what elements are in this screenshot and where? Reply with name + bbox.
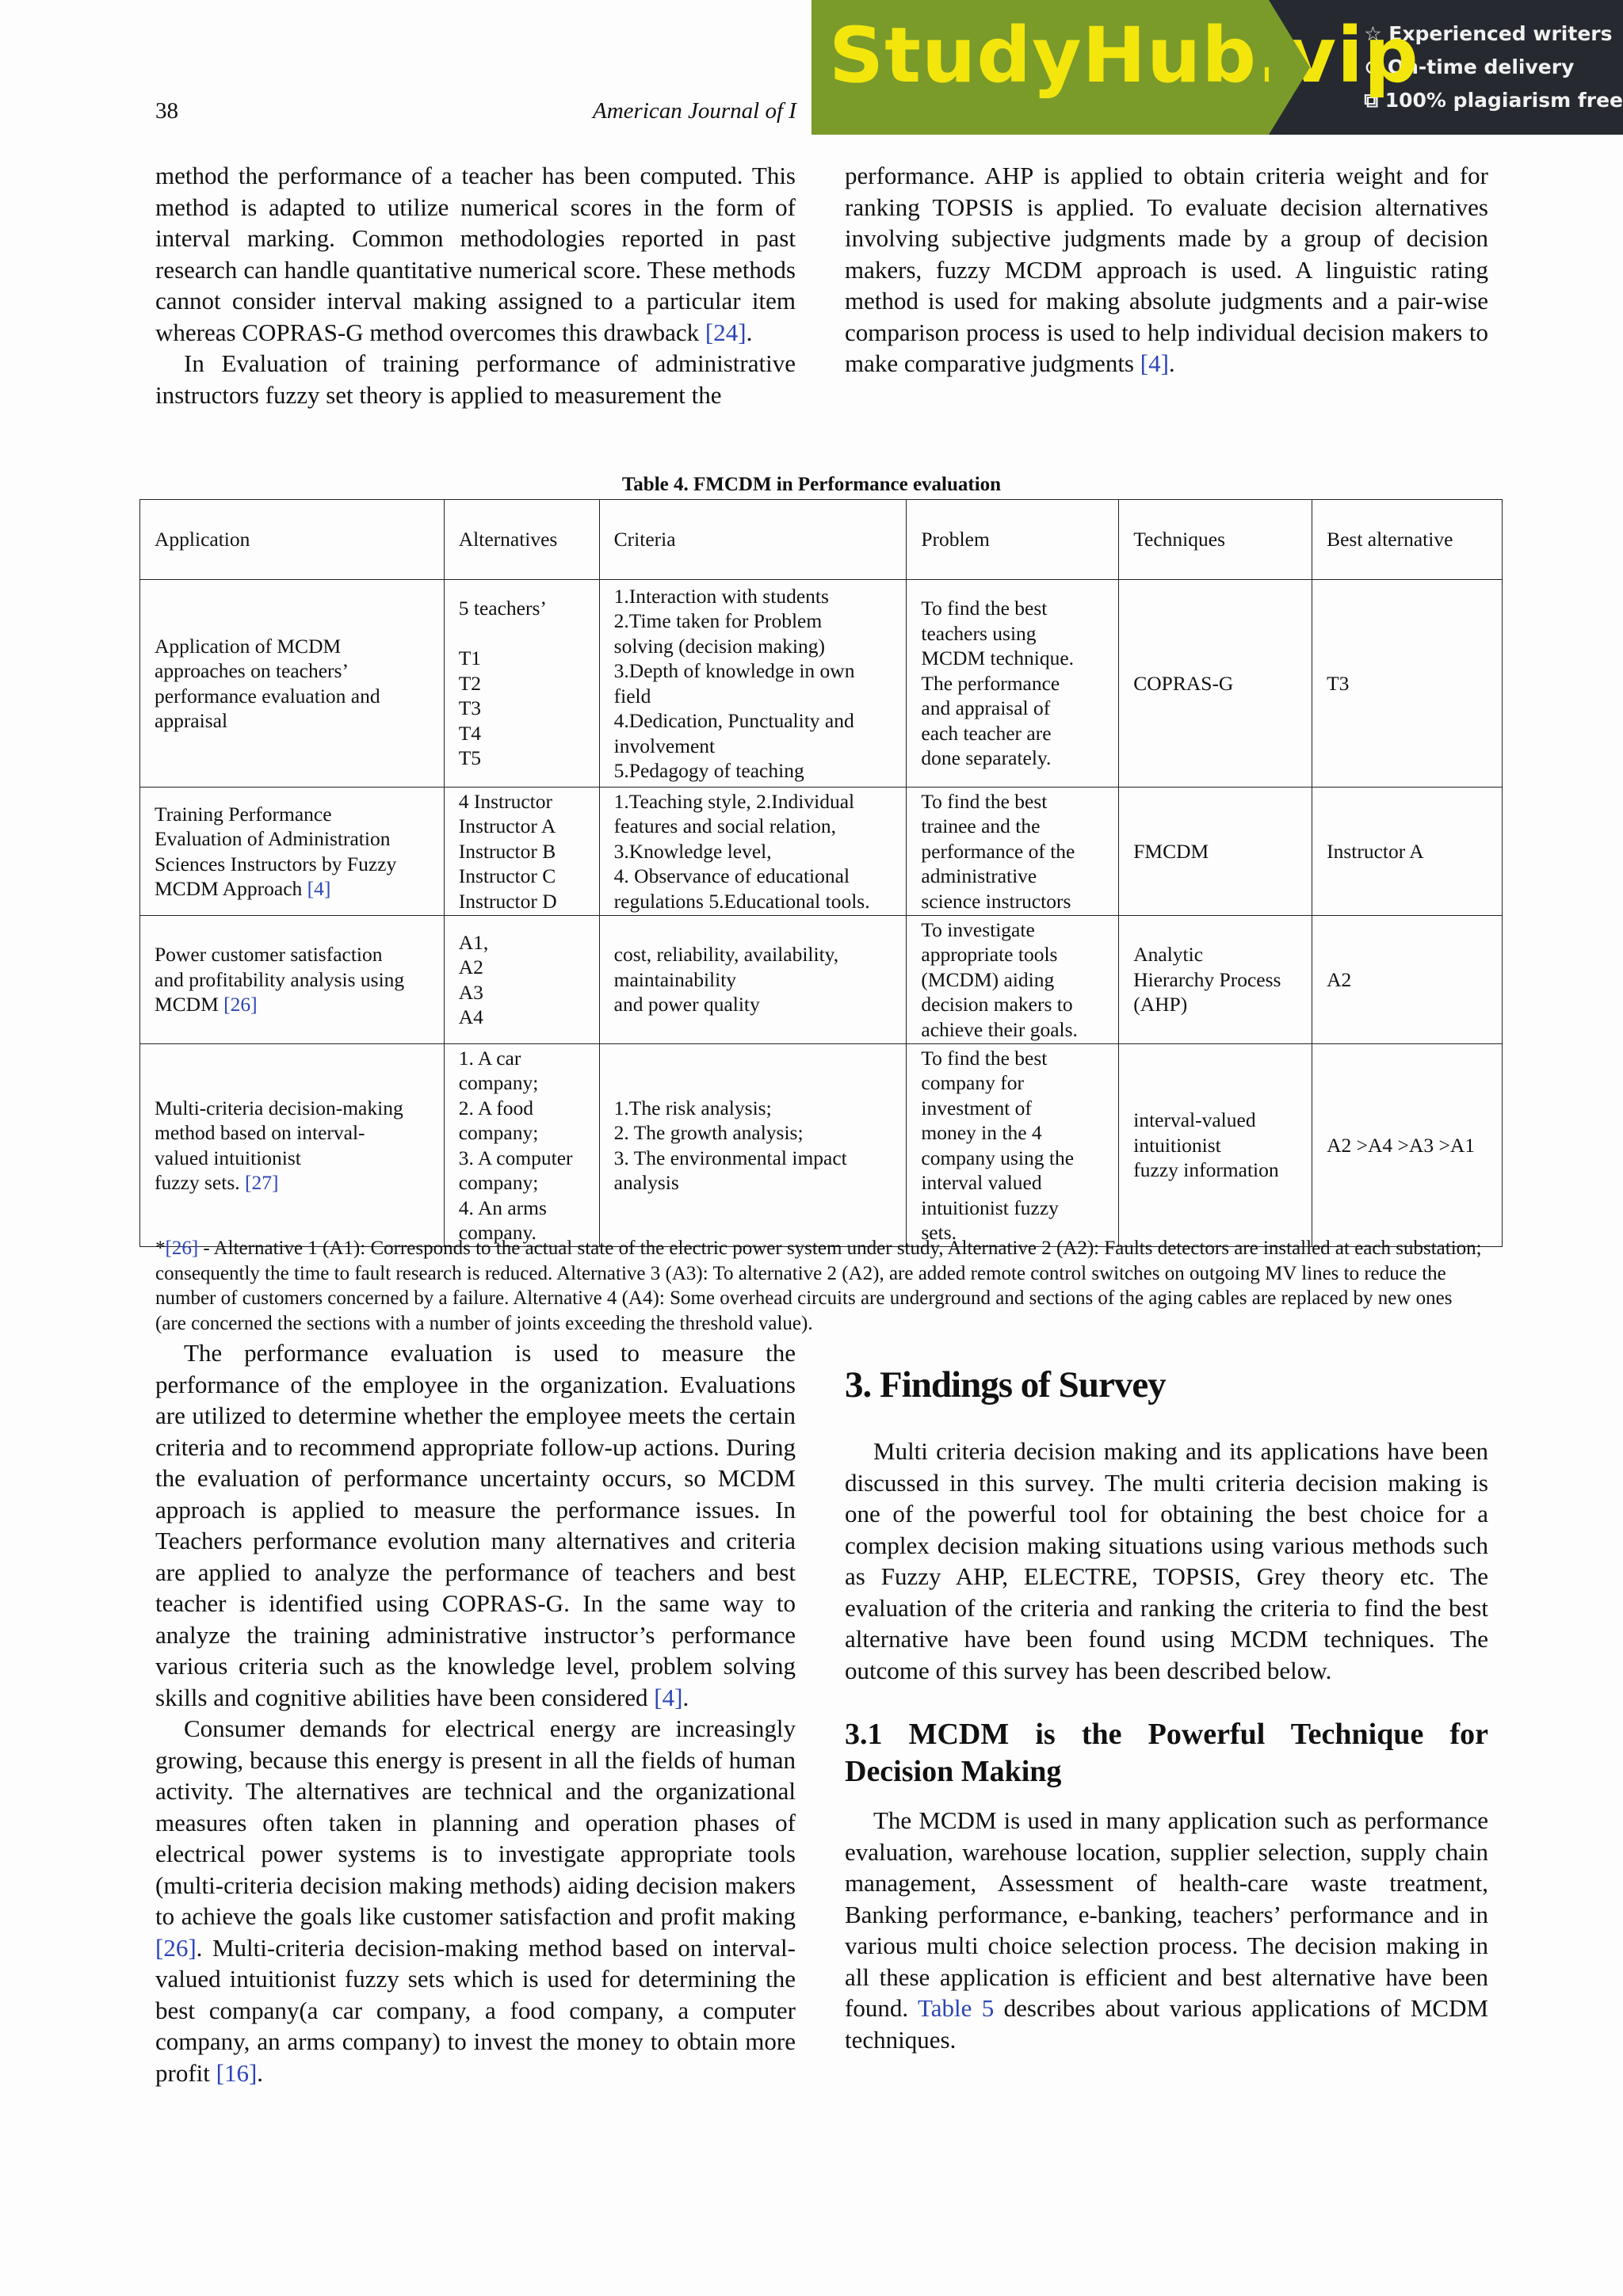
table-header-cell: Best alternative (1312, 500, 1503, 580)
table-link[interactable]: Table 5 (917, 1994, 995, 2023)
cell-line: done separately. (921, 746, 1052, 770)
cell-line: appraisal (155, 709, 228, 732)
cell-line: company using the (921, 1146, 1075, 1169)
table-header-cell: Techniques (1119, 500, 1312, 580)
cell-line: approaches on teachers’ (155, 659, 349, 682)
table-cell-techniques (1119, 580, 1312, 788)
cell-line: trainee and the (921, 814, 1041, 838)
citation-link[interactable]: [26] (165, 1238, 199, 1259)
cell-line: Application of MCDM (155, 634, 342, 658)
cell-line: analysis (613, 1171, 679, 1194)
top-right-column (845, 160, 1488, 379)
banner-feature-writers: ☆ Experienced writers (1364, 22, 1613, 45)
table-cell-alternatives (444, 916, 599, 1044)
table-cell-alternatives (444, 1044, 599, 1247)
cell-line: company; (458, 1071, 539, 1094)
table-cell-problem (907, 788, 1119, 916)
cell-line: features and social relation, (613, 814, 837, 838)
cell-line: The performance (921, 671, 1060, 695)
cell-line: T3 (458, 696, 482, 720)
paragraph: Consumer demands for electrical energy are increasingly growing, because this energy is present in all the fields of human activity. The alternatives are technical and the organizational measures often taken in planning and operation phases of electrical power systems is to investigate appropriate tools (multi-criteria decision making methods) aiding decision makers to achieve the goals like customer satisfaction and profit making [26]. Multi-criteria decision-making method based on interval-valued intuitionist fuzzy sets which is used for determining the best company(a car company, a food company, a computer company, an arms company) to invest the money to obtain more profit [16]. (155, 1714, 796, 2087)
table-body (140, 580, 1503, 1247)
cell-line: MCDM technique. (921, 646, 1075, 670)
cell-line: 1.The risk analysis; (613, 1096, 772, 1119)
table-footnote: *[26] - Alternative 1 (A1): Corresponds to the actual state of the electric power system under study, Alternative 2 (A2): Faults detectors are installed at each substation; consequently the time to fault research is reduced. Alternative 3 (A3): To alternative 2 (A2), are added remote control switches on outgoing MV lines to reduce the number of customers concerned by a failure. Alternative 4 (A4): Some overhead circuits are underground and sections of the aging cables are replaced by new ones (are concerned the sections with a number of joints exceeding the threshold value). (155, 1238, 1482, 1334)
journal-title: American Journal of I (593, 98, 796, 124)
cell-line: solving (decision making) (613, 634, 825, 658)
section-heading: 3. Findings of Survey (845, 1364, 1166, 1405)
cell-line: involvement (613, 734, 716, 757)
cell-line: 4 Instructor (458, 789, 552, 813)
cell-line: Power customer satisfaction (155, 943, 383, 967)
cell-line: 3. The environmental impact (613, 1146, 847, 1169)
banner-logo: StudyHub.vip (829, 11, 1419, 100)
table-cell-techniques (1119, 788, 1312, 916)
cell-line: COPRAS-G (1133, 671, 1234, 695)
table-cell-problem (907, 580, 1119, 788)
cell-line: method based on interval- (155, 1121, 365, 1144)
table-cell-best (1312, 788, 1503, 916)
cell-line: 1.Teaching style, 2.Individual (613, 789, 855, 813)
cell-line: 4.Dedication, Punctuality and (613, 709, 854, 732)
cell-line: T5 (458, 746, 482, 770)
cell-line: 3.Depth of knowledge in own (613, 659, 855, 682)
cell-line: To find the best (921, 789, 1048, 813)
citation-link[interactable]: [4] (307, 877, 331, 900)
cell-line: 4. Observance of educational (613, 864, 850, 888)
citation-link[interactable]: [4] (1140, 349, 1169, 377)
cell-line: Instructor A (1327, 839, 1424, 863)
cell-line: valued intuitionist (155, 1146, 301, 1169)
cell-line: 5.Pedagogy of teaching (613, 759, 804, 782)
citation-link[interactable]: [4] (654, 1683, 683, 1711)
table-header-cell: Alternatives (444, 500, 599, 580)
cell-line: investment of (921, 1096, 1032, 1119)
cell-line: 3.Knowledge level, (613, 839, 772, 863)
table-cell-application (140, 1044, 445, 1247)
table-cell-best (1312, 1044, 1503, 1247)
cell-line: appropriate tools (921, 943, 1058, 967)
cell-line: Hierarchy Process (1133, 967, 1281, 991)
cell-line: sets. (921, 1221, 957, 1244)
table-cell-criteria (599, 788, 907, 916)
cell-line: Training Performance (155, 802, 332, 826)
cell-line: and appraisal of (921, 696, 1051, 720)
cell-line: (MCDM) aiding (921, 967, 1055, 991)
banner-feature-plagiarism: ⧉ 100% plagiarism free (1364, 89, 1623, 112)
cell-line: T3 (1327, 671, 1350, 695)
paragraph: The MCDM is used in many application such as performance evaluation, warehouse location, supplier selection, supply chain management, Assessment of health-care waste treatment, Banking performance, e-banking, teachers’ performance and in various multi choice selection process. The decision making in all these application is efficient and best alternative have been found. Table 5 describes about various applications of MCDM techniques. (845, 1806, 1489, 2054)
subsection-heading: 3.1 MCDM is the Powerful Technique for Decision Making (845, 1718, 1488, 1789)
citation-link[interactable]: [27] (245, 1171, 279, 1194)
cell-line: interval-valued (1133, 1108, 1256, 1132)
cell-line: interval valued (921, 1171, 1042, 1194)
table-header-cell: Problem (907, 500, 1119, 580)
cell-line: company for (921, 1071, 1024, 1094)
cell-line: 1.Interaction with students (613, 584, 829, 608)
table-cell-techniques (1119, 916, 1312, 1044)
table-cell-criteria (599, 580, 907, 788)
cell-line: and profitability analysis using (155, 967, 405, 991)
cell-line: 2.Time taken for Problem (613, 609, 823, 632)
cell-line: maintainability (613, 967, 737, 991)
cell-line: MCDM Approach (155, 877, 303, 900)
cell-line: A4 (458, 1005, 483, 1028)
cell-line: performance evaluation and (155, 684, 380, 707)
cell-line: A3 (458, 980, 483, 1004)
table-header-cell: Application (140, 500, 445, 580)
table-row (140, 788, 1503, 916)
table-header-cell: Criteria (599, 500, 907, 580)
cell-line: 4. An arms (458, 1196, 547, 1219)
studyhub-banner[interactable] (812, 0, 1623, 135)
cell-line: teachers using (921, 621, 1037, 645)
cell-line: Instructor D (458, 889, 557, 913)
cell-line: A1, (458, 930, 489, 954)
cell-line: Analytic (1133, 943, 1204, 967)
cell-line: (AHP) (1133, 993, 1188, 1016)
table-header-row (140, 500, 1503, 580)
table-cell-criteria (599, 1044, 907, 1247)
cell-line: fuzzy sets. (155, 1171, 240, 1194)
cell-line: FMCDM (1133, 839, 1209, 863)
table-cell-techniques (1119, 1044, 1312, 1247)
cell-line: 2. The growth analysis; (613, 1121, 804, 1144)
table-cell-application (140, 788, 445, 916)
cell-line: each teacher are (921, 721, 1052, 745)
cell-line: 1. A car (458, 1046, 521, 1070)
top-left-column (155, 160, 796, 410)
table-row (140, 580, 1503, 788)
cell-line: 3. A computer (458, 1146, 573, 1169)
cell-line: decision makers to (921, 993, 1073, 1016)
cell-line: Sciences Instructors by Fuzzy (155, 852, 397, 875)
cell-line: To find the best (921, 597, 1048, 620)
cell-line: Instructor C (458, 864, 556, 888)
table-cell-application (140, 580, 445, 788)
cell-line: Instructor B (458, 839, 556, 863)
bottom-right-column (845, 1363, 1488, 2055)
table-cell-alternatives (444, 580, 599, 788)
cell-line: fuzzy information (1133, 1158, 1279, 1182)
cell-line: and power quality (613, 993, 760, 1016)
table-cell-problem (907, 1044, 1119, 1247)
paragraph: Multi criteria decision making and its applications have been discussed in this survey. The multi criteria decision making is one of the powerful tool for obtaining the best choice for a complex decision making situations using various methods such as Fuzzy AHP, ELECTRE, TOPSIS, Grey theory etc. The evaluation of the criteria and ranking the criteria to find the best alternative have been found using MCDM techniques. The outcome of this survey has been described below. (845, 1437, 1488, 1684)
cell-line: Instructor A (458, 814, 556, 838)
cell-line: regulations 5.Educational tools. (613, 889, 870, 913)
table-row (140, 1044, 1503, 1247)
cell-line: T4 (458, 721, 482, 745)
table-cell-criteria (599, 916, 907, 1044)
cell-line: A2 >A4 >A3 >A1 (1327, 1133, 1476, 1157)
banner-feature-delivery: ⊙ On-time delivery (1364, 55, 1575, 78)
table-row (140, 916, 1503, 1044)
paragraph: The performance evaluation is used to measure the performance of the employee in the organization. Evaluations are utilized to determine whether the employee meets the certain criteria and to recommend appropriate follow-up actions. During the evaluation of performance uncertainty occurs, so MCDM approach is applied to measure the performance issues. In Teachers performance evolution many alternatives and criteria are applied to analyze the performance of teachers and best teacher is identified using COPRAS-G. In the same way to analyze the training administrative instructor’s performance various criteria such as the knowledge level, problem solving skills and cognitive abilities have been considered [4]. (155, 1339, 796, 1711)
cell-line: company; (458, 1121, 539, 1144)
cell-line: cost, reliability, availability, (613, 943, 839, 967)
cell-line: administrative (921, 864, 1037, 888)
cell-line: T1 (458, 646, 482, 670)
page-number: 38 (155, 98, 178, 124)
bottom-left-column (155, 1337, 796, 2088)
table-cell-application (140, 916, 445, 1044)
paragraph: In Evaluation of training performance of administrative instructors fuzzy set theory is applied to measurement the (155, 349, 796, 409)
citation-link[interactable]: [16] (216, 2058, 258, 2087)
cell-line: 5 teachers’ (458, 597, 547, 620)
table-cell-best (1312, 580, 1503, 788)
table-caption: Table 4. FMCDM in Performance evaluation (621, 474, 1002, 495)
cell-line: field (613, 684, 651, 707)
cell-line: To investigate (921, 917, 1035, 941)
citation-link[interactable]: [26] (223, 993, 258, 1016)
paragraph: performance. AHP is applied to obtain criteria weight and for ranking TOPSIS is applied. To evaluate decision alternatives involving subjective judgments made by a group of decision makers, fuzzy MCDM approach is used. A linguistic rating method is used for making absolute judgments and a pair-wise comparison process is used to help individual decision makers to make comparative judgments [4]. (845, 162, 1488, 377)
cell-line: A2 (458, 955, 483, 978)
cell-line: science instructors (921, 889, 1071, 913)
table-cell-best (1312, 916, 1503, 1044)
cell-line: Evaluation of Administration (155, 827, 391, 850)
cell-line: 2. A food (458, 1096, 533, 1119)
citation-link[interactable]: [26] (155, 1933, 197, 1962)
cell-line: company. (458, 1221, 537, 1244)
paragraph: method the performance of a teacher has been computed. This method is adapted to utilize numerical scores in the form of interval marking. Common methodologies reported in past research can handle quantitative numerical score. These methods cannot consider interval making assigned to a particular item whereas COPRAS-G method overcomes this drawback [24]. (155, 162, 796, 346)
cell-line: T2 (458, 671, 482, 695)
cell-line: MCDM (155, 993, 219, 1016)
cell-line: performance of the (921, 839, 1075, 863)
citation-link[interactable]: [24] (705, 318, 747, 346)
cell-line: Multi-criteria decision-making (155, 1096, 403, 1119)
table-cell-problem (907, 916, 1119, 1044)
cell-line: intuitionist fuzzy (921, 1196, 1059, 1219)
table-4 (139, 499, 1503, 1247)
cell-line: intuitionist (1133, 1133, 1221, 1157)
cell-line: A2 (1327, 967, 1352, 991)
cell-line: To find the best (921, 1046, 1048, 1070)
cell-line: achieve their goals. (921, 1017, 1078, 1041)
banner-logo-area (812, 0, 1419, 135)
cell-line: company; (458, 1171, 539, 1194)
table-cell-alternatives (444, 788, 599, 916)
cell-line: money in the 4 (921, 1121, 1042, 1144)
